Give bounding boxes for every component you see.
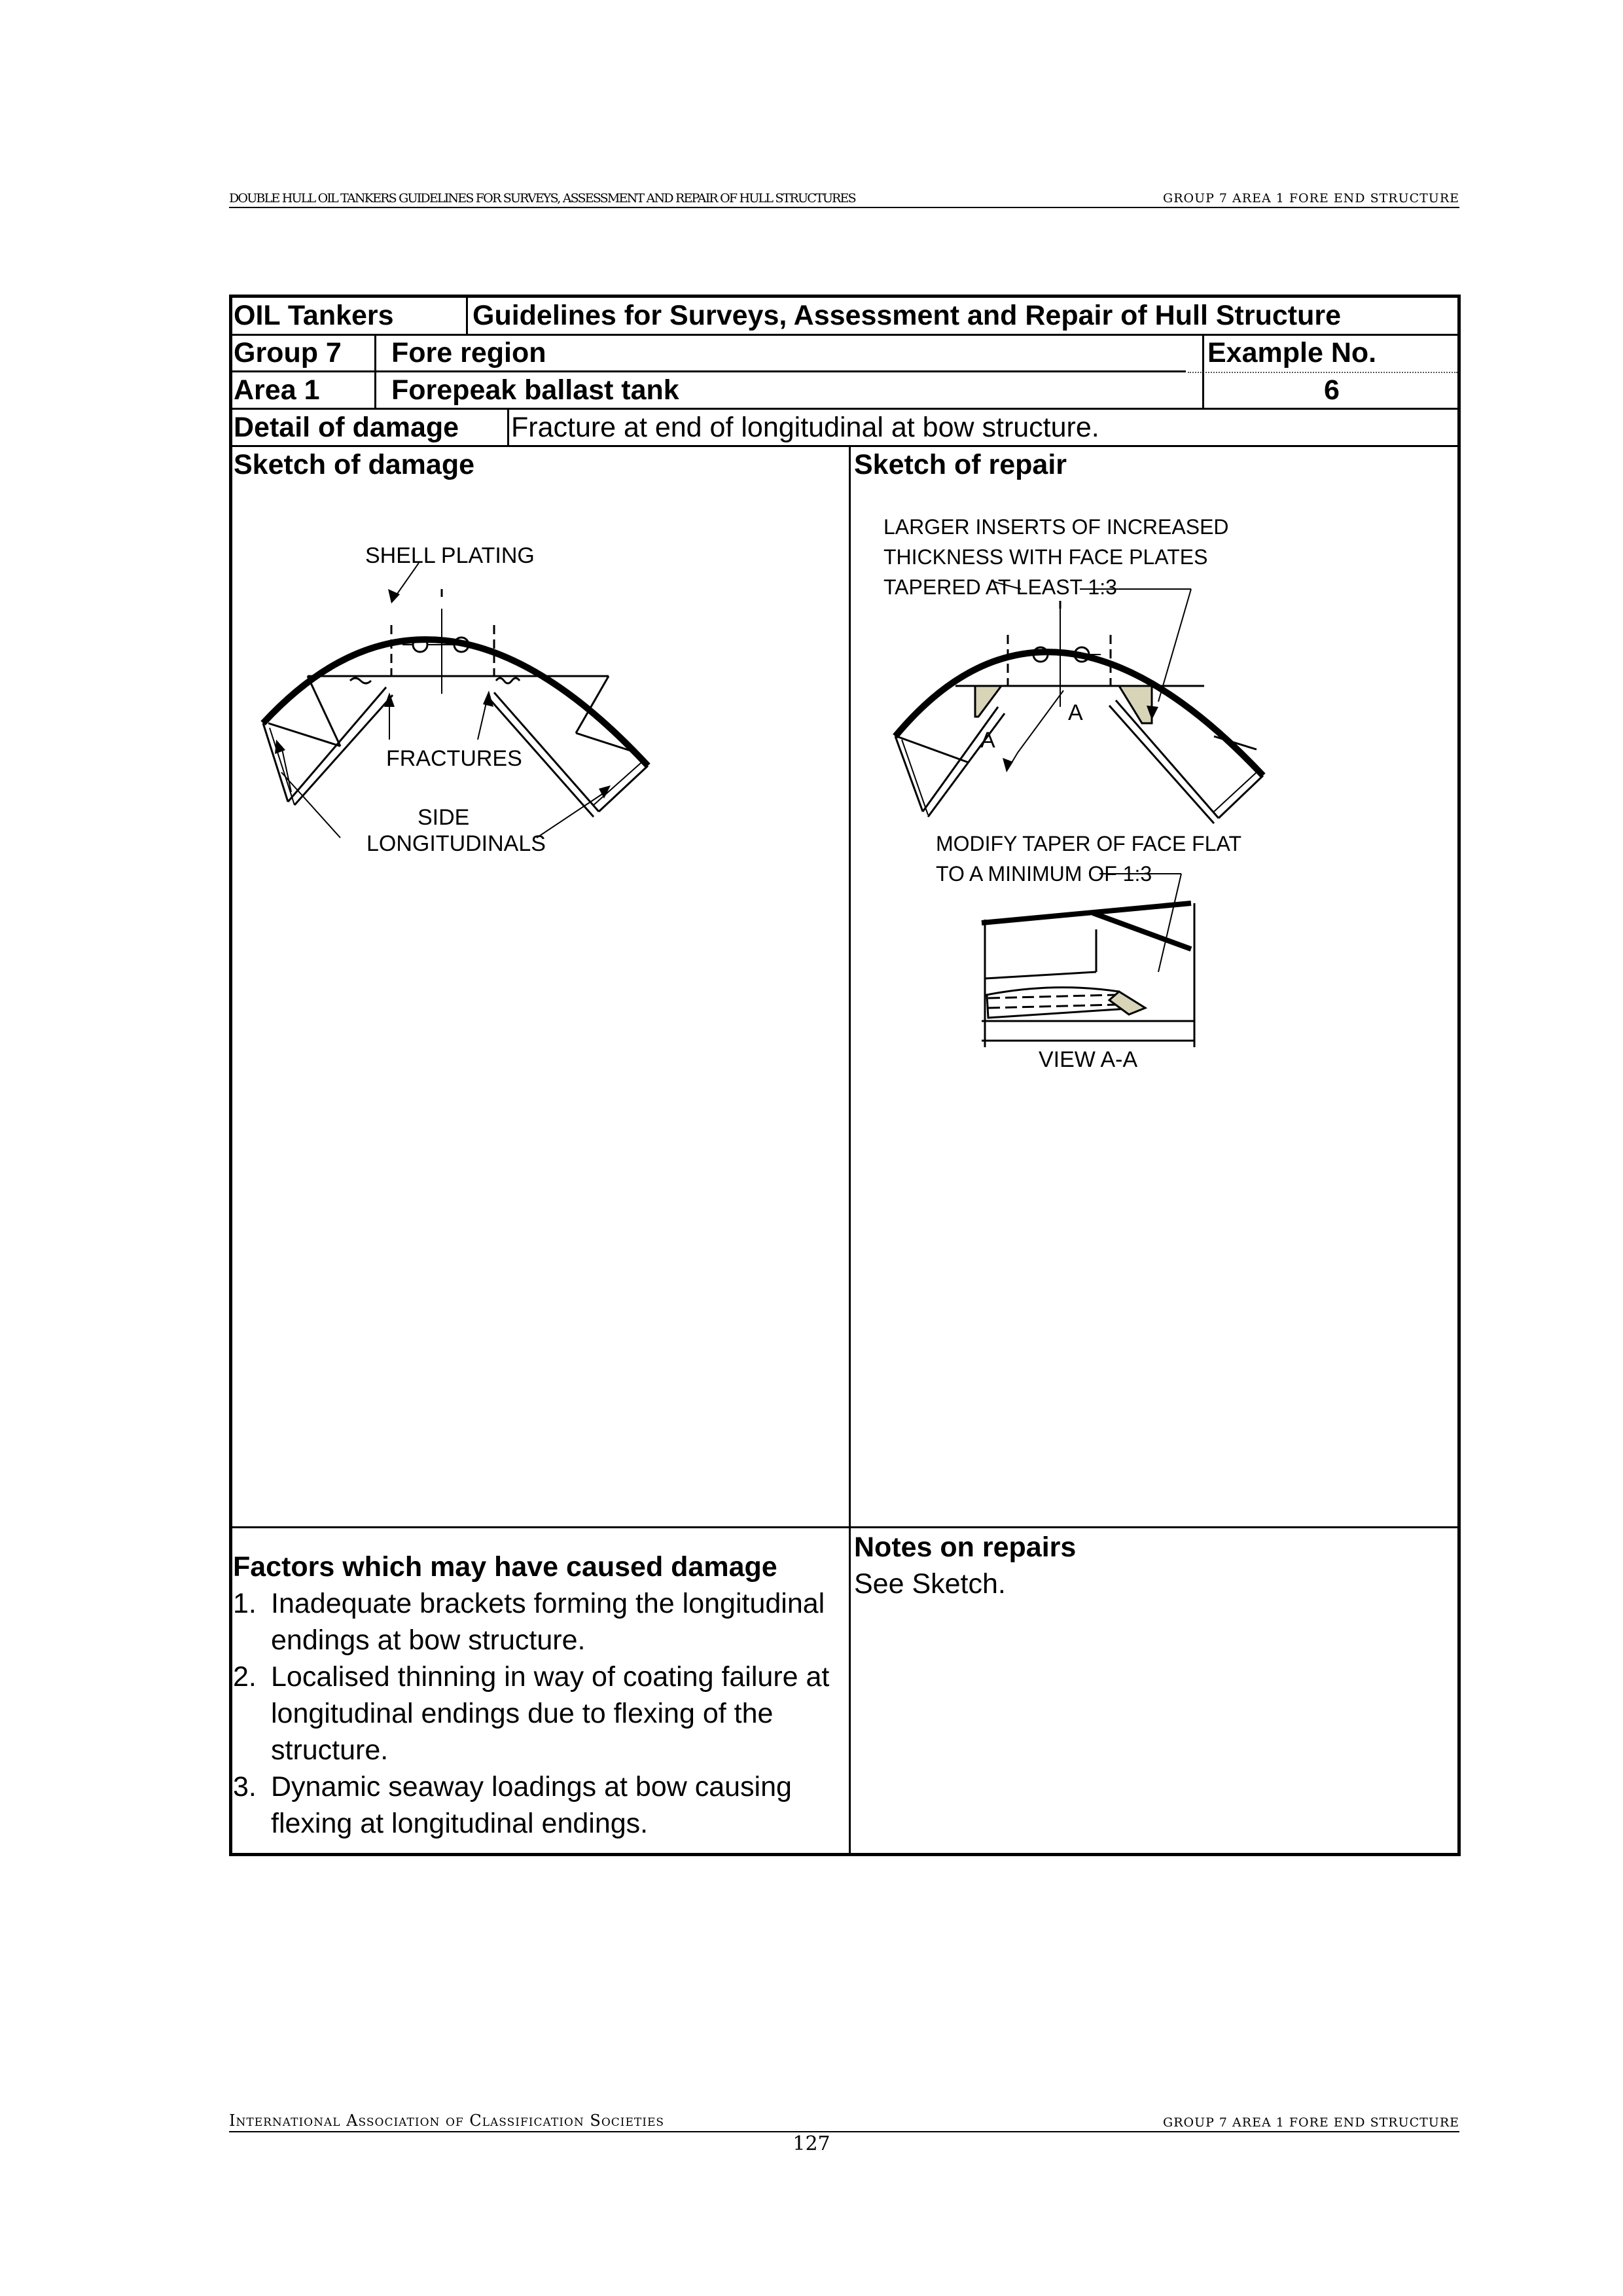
col-divider-group [374,334,376,409]
detail-label: Detail of damage [234,412,459,443]
label-side: SIDE [418,805,470,830]
list-number: 3. [233,1771,257,1803]
title-left: OIL Tankers [234,300,394,331]
list-text: Inadequate brackets forming the longitudinal endings at bow structure. [271,1588,825,1656]
example-label: Example No. [1207,337,1377,368]
page-number: 127 [793,2132,830,2155]
col-divider-detail [507,408,509,446]
col-divider-sketch [849,446,851,1854]
notes-heading: Notes on repairs [854,1532,1077,1563]
sketch-repair-label: Sketch of repair [854,449,1067,480]
area-label: Area 1 [234,374,320,406]
header-title: DOUBLE HULL OIL TANKERS GUIDELINES FOR SURVEYS, ASSESSMENT AND REPAIR OF HULL STRUCTURES [229,191,855,206]
label-inserts-3: TAPERED AT LEAST 1:3 [883,575,1117,599]
col-divider-title [466,296,468,335]
view-taper-insert [1109,992,1145,1014]
repair-insert-right [1119,686,1152,723]
footer-organisation: International Association of Classification Societies [229,2111,664,2130]
section-mark-upper: A [1068,700,1083,725]
label-inserts-1: LARGER INSERTS OF INCREASED [883,515,1229,539]
list-number: 2. [233,1661,257,1693]
factors-list [233,1585,848,1842]
factors-heading: Factors which may have caused damage [233,1551,777,1583]
footer-section: GROUP 7 AREA 1 FORE END STRUCTURE [1163,2115,1459,2130]
repair-sketch [883,511,1302,1100]
row-divider-5 [230,1526,1459,1528]
running-footer [229,2111,1459,2132]
list-item [233,1768,848,1842]
damage-sketch [242,524,668,890]
label-shell-plating: SHELL PLATING [365,543,535,568]
label-view-a-a: VIEW A-A [1039,1047,1138,1072]
label-longitudinals: LONGITUDINALS [366,831,546,856]
list-number: 1. [233,1588,257,1619]
list-item [233,1659,848,1768]
list-item [233,1585,848,1659]
factors-section [233,1549,848,1842]
example-number: 6 [1324,374,1340,406]
section-mark-lower: A [980,728,995,753]
group-label: Group 7 [234,337,342,368]
repair-insert-left [975,686,1001,717]
sketch-damage-label: Sketch of damage [234,449,474,480]
label-modify-2: TO A MINIMUM OF 1:3 [936,862,1152,886]
label-modify-1: MODIFY TAPER OF FACE FLAT [936,832,1242,855]
label-fractures: FRACTURES [386,746,522,771]
group-value: Fore region [391,337,546,368]
row-divider-2 [230,370,1186,372]
label-inserts-2: THICKNESS WITH FACE PLATES [883,545,1208,569]
header-section: GROUP 7 AREA 1 FORE END STRUCTURE [1163,191,1459,206]
view-a-a-detail [982,903,1194,1047]
title-right: Guidelines for Surveys, Assessment and Repair of Hull Structure [473,300,1341,331]
list-text: Localised thinning in way of coating failure at longitudinal endings due to flexing of the structure. [271,1661,830,1766]
running-header [229,188,1459,208]
area-value: Forepeak ballast tank [391,374,679,406]
notes-text: See Sketch. [854,1568,1006,1600]
list-text: Dynamic seaway loadings at bow causing flexing at longitudinal endings. [271,1771,792,1839]
detail-value: Fracture at end of longitudinal at bow structure. [511,412,1099,443]
